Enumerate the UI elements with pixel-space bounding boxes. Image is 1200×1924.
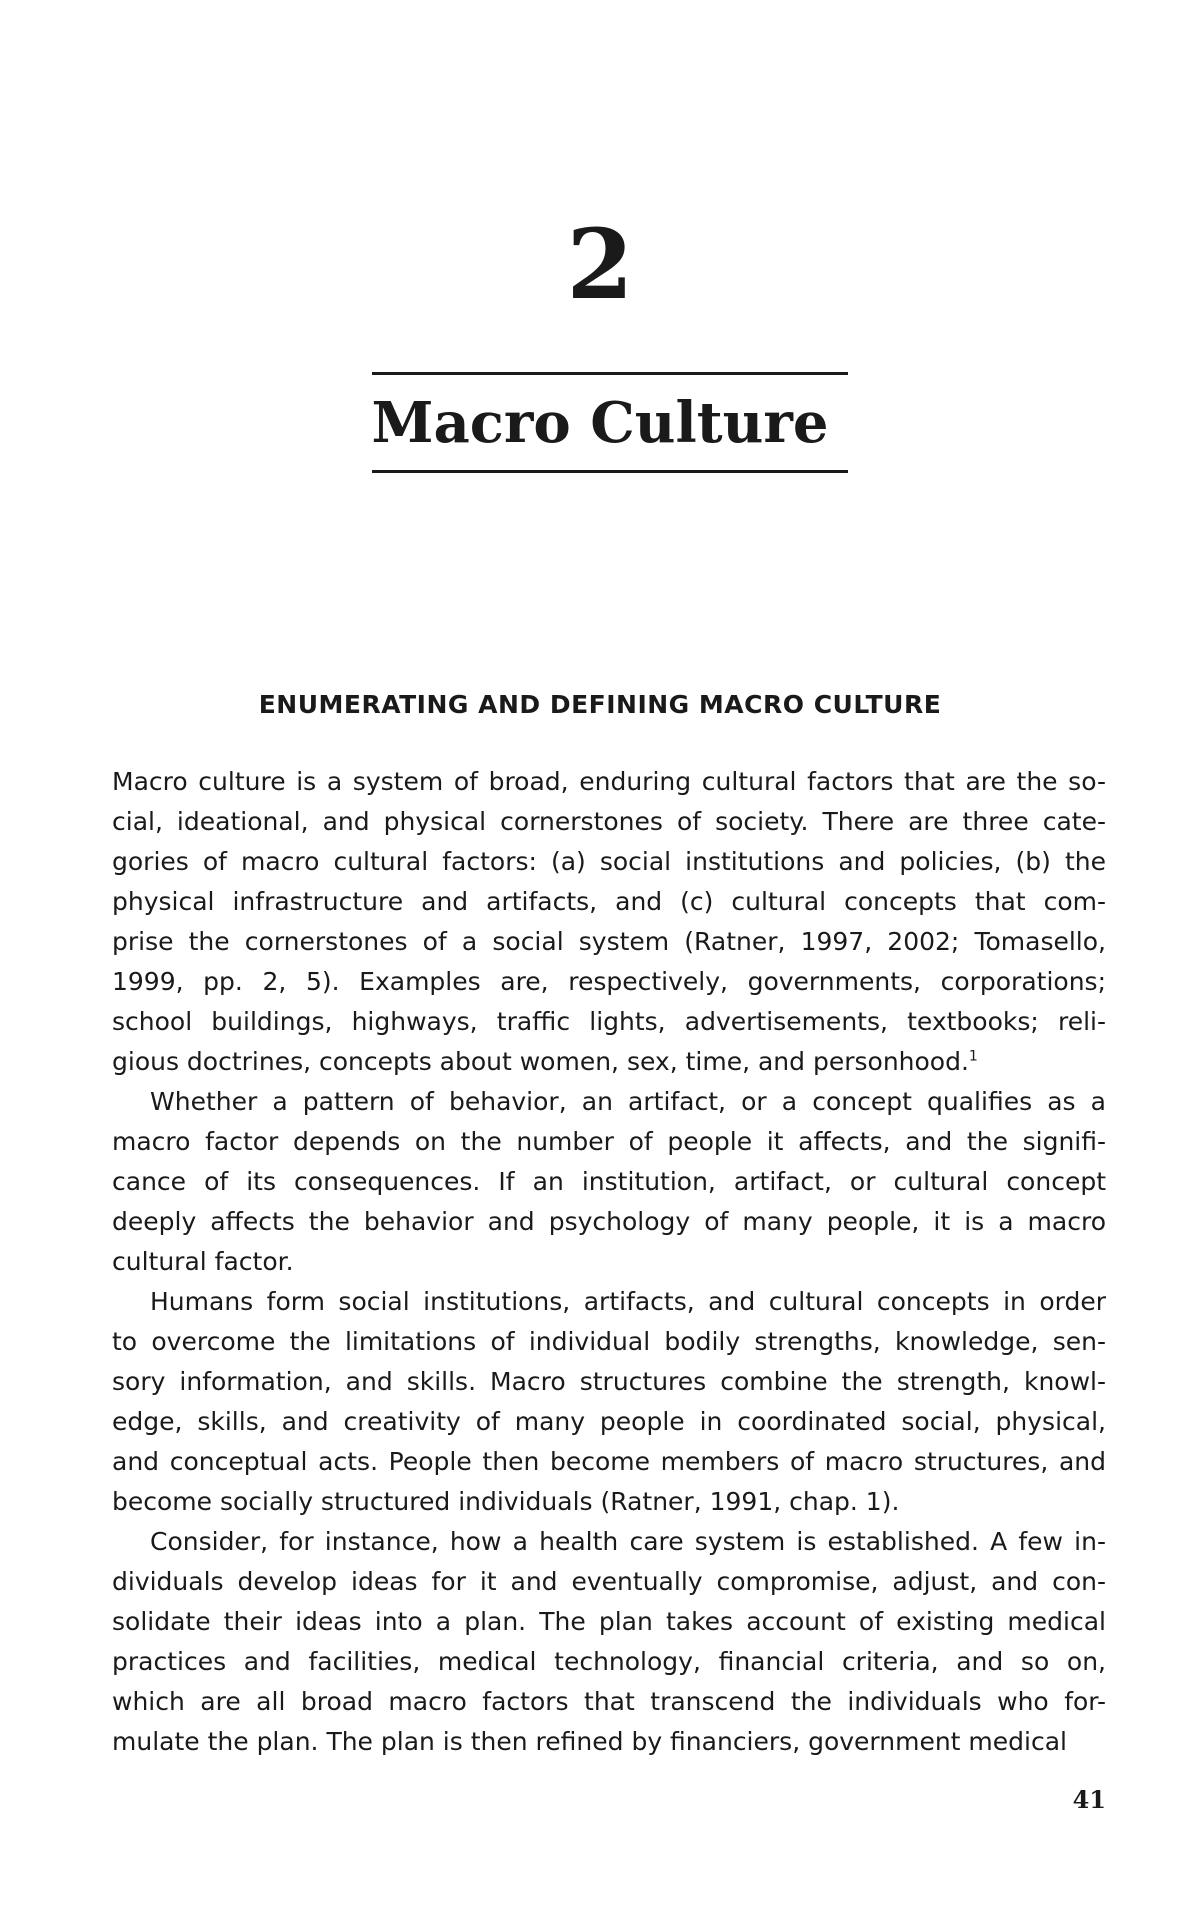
title-rule-bottom xyxy=(372,470,848,473)
paragraph-line: mulate the plan. The plan is then refined by financiers, government medical xyxy=(112,1727,1067,1756)
paragraph-line: which are all broad macro factors that transcend the individuals who for- xyxy=(112,1687,1106,1716)
paragraph-line: macro factor depends on the number of people it affects, and the signifi- xyxy=(112,1127,1106,1156)
paragraph-line: Humans form social institutions, artifacts, and cultural concepts in order xyxy=(150,1287,1106,1316)
paragraph-line: cial, ideational, and physical cornerstones of society. There are three cate- xyxy=(112,807,1106,836)
paragraph-line: deeply affects the behavior and psychology of many people, it is a macro xyxy=(112,1207,1106,1236)
chapter-number: 2 xyxy=(566,208,634,321)
paragraph-line: practices and facilities, medical technology, financial criteria, and so on, xyxy=(112,1647,1106,1676)
body-text xyxy=(112,762,1106,1762)
paragraph-line: physical infrastructure and artifacts, and (c) cultural concepts that com- xyxy=(112,887,1106,916)
paragraph-line: edge, skills, and creativity of many people in coordinated social, physical, xyxy=(112,1407,1106,1436)
paragraph-line: gories of macro cultural factors: (a) social institutions and policies, (b) the xyxy=(112,847,1106,876)
paragraph-line: 1999, pp. 2, 5). Examples are, respectively, governments, corporations; xyxy=(112,967,1106,996)
paragraph-line: solidate their ideas into a plan. The plan takes account of existing medical xyxy=(112,1607,1106,1636)
paragraph-line: Macro culture is a system of broad, enduring cultural factors that are the so- xyxy=(112,767,1106,796)
chapter-title: Macro Culture xyxy=(371,390,829,456)
paragraph-line: Whether a pattern of behavior, an artifact, or a concept qualifies as a xyxy=(150,1087,1106,1116)
paragraph-line: dividuals develop ideas for it and eventually compromise, adjust, and con- xyxy=(112,1567,1106,1596)
footnote-marker[interactable]: 1 xyxy=(968,1048,978,1065)
paragraph-line: gious doctrines, concepts about women, sex, time, and personhood.$^1$ xyxy=(112,1047,978,1076)
paragraph xyxy=(112,1082,1106,1282)
section-heading: ENUMERATING AND DEFINING MACRO CULTURE xyxy=(258,690,942,719)
paragraph-line: cultural factor. xyxy=(112,1247,294,1276)
page-number: 41 xyxy=(1072,1785,1106,1814)
paragraph xyxy=(112,1522,1106,1762)
paragraph-line: prise the cornerstones of a social system (Ratner, 1997, 2002; Tomasello, xyxy=(112,927,1106,956)
title-rule-top xyxy=(372,372,848,375)
paragraph xyxy=(112,1282,1106,1522)
paragraph-line: Consider, for instance, how a health care system is established. A few in- xyxy=(150,1527,1106,1556)
paragraph-line: sory information, and skills. Macro structures combine the strength, knowl- xyxy=(112,1367,1106,1396)
paragraph xyxy=(112,762,1106,1082)
paragraph-line: school buildings, highways, traffic lights, advertisements, textbooks; reli- xyxy=(112,1007,1106,1036)
paragraph-line: become socially structured individuals (Ratner, 1991, chap. 1). xyxy=(112,1487,900,1516)
paragraph-line: to overcome the limitations of individual bodily strengths, knowledge, sen- xyxy=(112,1327,1106,1356)
paragraph-line: cance of its consequences. If an institution, artifact, or cultural concept xyxy=(112,1167,1106,1196)
paragraph-line: and conceptual acts. People then become members of macro structures, and xyxy=(112,1447,1106,1476)
